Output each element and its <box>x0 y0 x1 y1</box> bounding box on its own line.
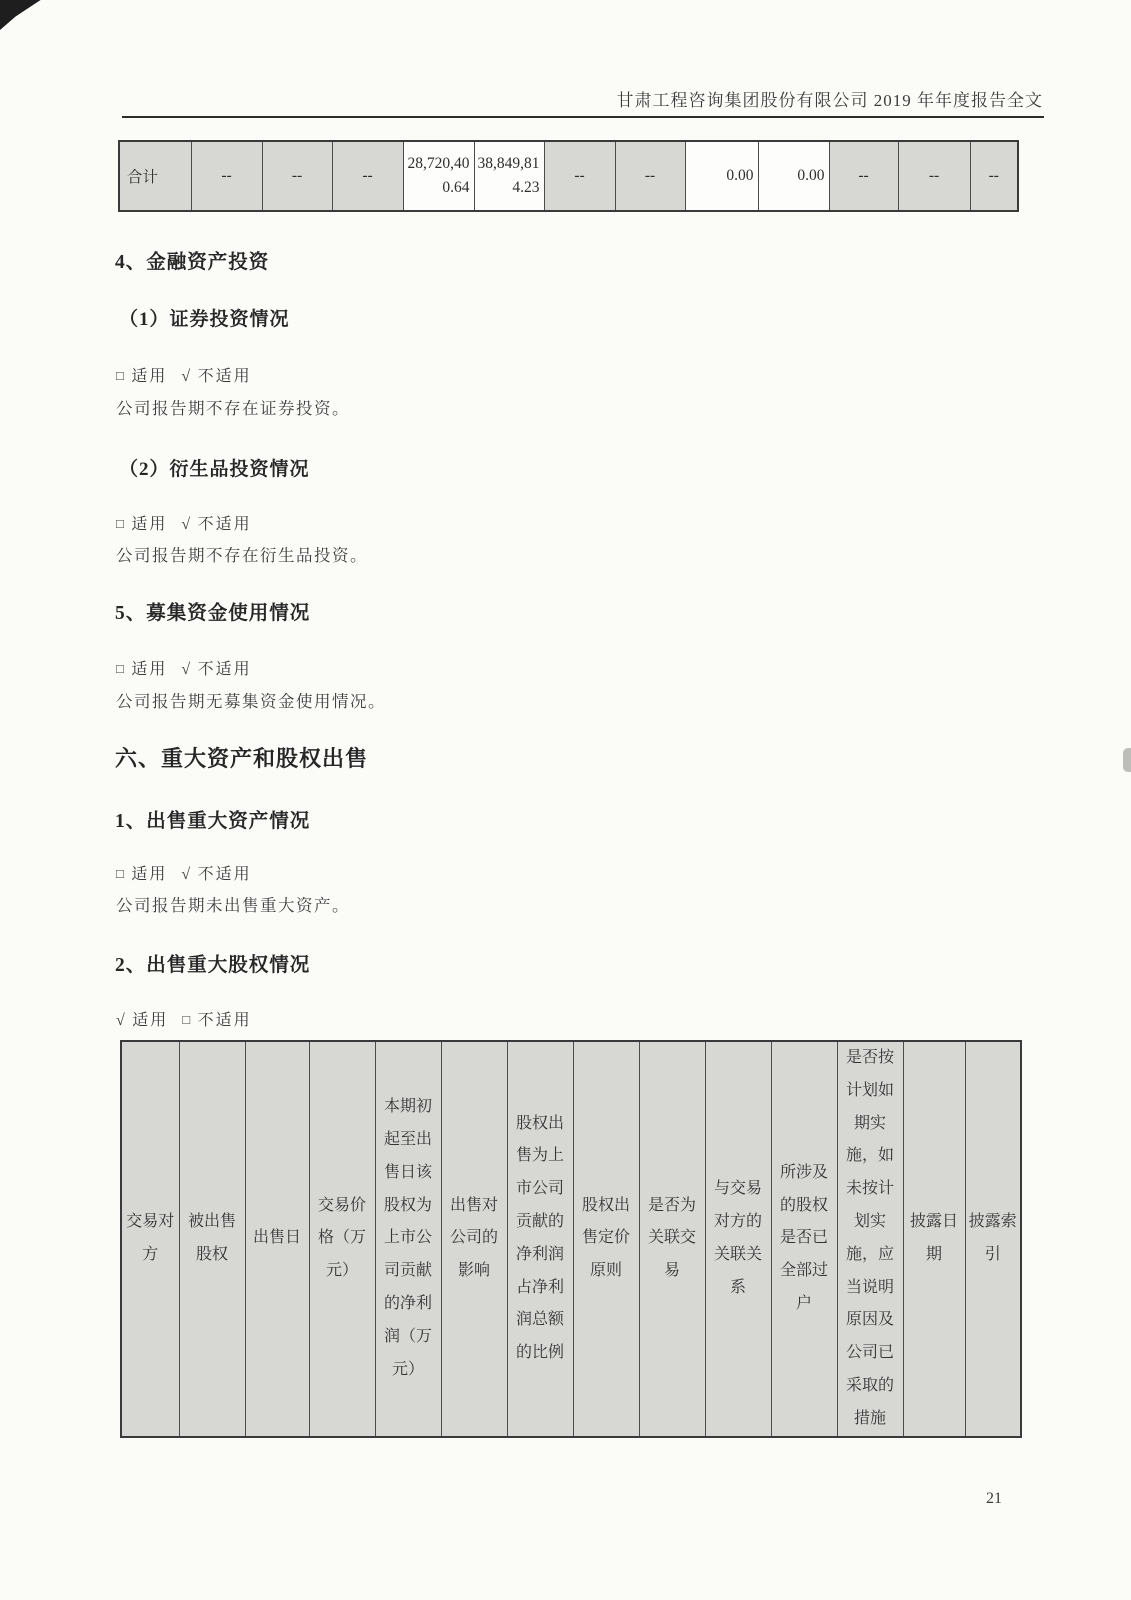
column-header-related-transaction: 是否为关联交易 <box>639 1041 705 1437</box>
checkbox-icon: □ <box>116 661 125 676</box>
applicability-line <box>116 1007 266 1030</box>
total-amount-cell: 38,849,814.23 <box>474 141 544 211</box>
note-text: 公司报告期不存在证券投资。 <box>116 399 350 418</box>
investment-summary-total-table <box>118 140 1019 212</box>
column-header-pricing-principle: 股权出售定价原则 <box>573 1041 639 1437</box>
column-header-impact: 出售对公司的影响 <box>441 1041 507 1437</box>
section-title-financial-assets: 4、金融资产投资 <box>115 252 270 273</box>
total-label-cell: 合计 <box>119 141 191 211</box>
total-cell: -- <box>332 141 403 211</box>
section-title-major-assets-sale: 1、出售重大资产情况 <box>115 811 311 832</box>
checkmark-icon: √ <box>181 368 191 385</box>
total-amount-cell: 0.00 <box>758 141 829 211</box>
note-text: 公司报告期无募集资金使用情况。 <box>116 692 386 711</box>
applicable-label: 适用 <box>131 866 168 883</box>
not-applicable-label: 不适用 <box>197 661 252 678</box>
applicable-label: 适用 <box>131 661 168 678</box>
equity-table-header-row <box>121 1041 1021 1437</box>
applicability-line <box>116 511 266 534</box>
column-header-counterparty: 交易对方 <box>121 1041 179 1437</box>
column-header-price: 交易价格（万元） <box>309 1041 375 1437</box>
total-amount-cell: 28,720,400.64 <box>403 141 474 211</box>
chapter-title-major-sales: 六、重大资产和股权出售 <box>115 746 369 771</box>
scan-edge-smudge <box>1123 748 1131 772</box>
column-header-disclosure-index: 披露索引 <box>965 1041 1021 1437</box>
checkmark-icon: √ <box>181 866 191 883</box>
subsection-title-derivatives: （2）衍生品投资情况 <box>119 459 310 480</box>
checkbox-icon: □ <box>116 516 125 531</box>
column-header-equity-sold: 被出售股权 <box>179 1041 245 1437</box>
equity-sale-table <box>120 1040 1022 1438</box>
total-row <box>119 141 1018 211</box>
column-header-transfer-completed: 所涉及的股权是否已全部过户 <box>771 1041 837 1437</box>
column-header-implemented-as-planned: 是否按计划如期实施，如未按计划实施，应当说明原因及公司已采取的措施 <box>837 1041 903 1437</box>
applicability-line <box>116 363 266 386</box>
not-applicable-label: 不适用 <box>197 368 252 385</box>
column-header-disclosure-date: 披露日期 <box>903 1041 965 1437</box>
column-header-profit-ratio: 股权出售为上市公司贡献的净利润占净利润总额的比例 <box>507 1041 573 1437</box>
total-cell: -- <box>544 141 615 211</box>
checkbox-icon: □ <box>182 1012 191 1027</box>
column-header-net-profit-contributed: 本期初起至出售日该股权为上市公司贡献的净利润（万元） <box>375 1041 441 1437</box>
total-cell: -- <box>191 141 262 211</box>
column-header-relationship: 与交易对方的关联关系 <box>705 1041 771 1437</box>
total-amount-cell: 0.00 <box>685 141 758 211</box>
checkmark-icon: √ <box>116 1012 126 1029</box>
scan-corner-artifact <box>0 0 52 30</box>
applicable-label: 适用 <box>131 368 168 385</box>
subsection-title-securities: （1）证券投资情况 <box>119 309 290 330</box>
applicability-line <box>116 861 266 884</box>
note-text: 公司报告期未出售重大资产。 <box>116 896 350 915</box>
section-title-major-equity-sale: 2、出售重大股权情况 <box>115 955 311 976</box>
running-header: 甘肃工程咨询集团股份有限公司 2019 年年度报告全文 <box>616 91 1043 110</box>
checkbox-icon: □ <box>116 866 125 881</box>
total-cell: -- <box>898 141 970 211</box>
note-text: 公司报告期不存在衍生品投资。 <box>116 546 368 565</box>
total-cell: -- <box>829 141 898 211</box>
applicability-line <box>116 656 266 679</box>
header-rule <box>122 116 1044 118</box>
applicable-label: 适用 <box>131 516 168 533</box>
checkmark-icon: √ <box>181 661 191 678</box>
checkbox-icon: □ <box>116 368 125 383</box>
not-applicable-label: 不适用 <box>197 1012 252 1029</box>
total-cell: -- <box>615 141 685 211</box>
column-header-sale-date: 出售日 <box>245 1041 309 1437</box>
not-applicable-label: 不适用 <box>197 866 252 883</box>
not-applicable-label: 不适用 <box>197 516 252 533</box>
page-number: 21 <box>986 1490 1002 1507</box>
checkmark-icon: √ <box>181 516 191 533</box>
applicable-label: 适用 <box>132 1012 169 1029</box>
total-cell: -- <box>262 141 332 211</box>
section-title-raised-funds: 5、募集资金使用情况 <box>115 603 311 624</box>
total-cell: -- <box>970 141 1018 211</box>
